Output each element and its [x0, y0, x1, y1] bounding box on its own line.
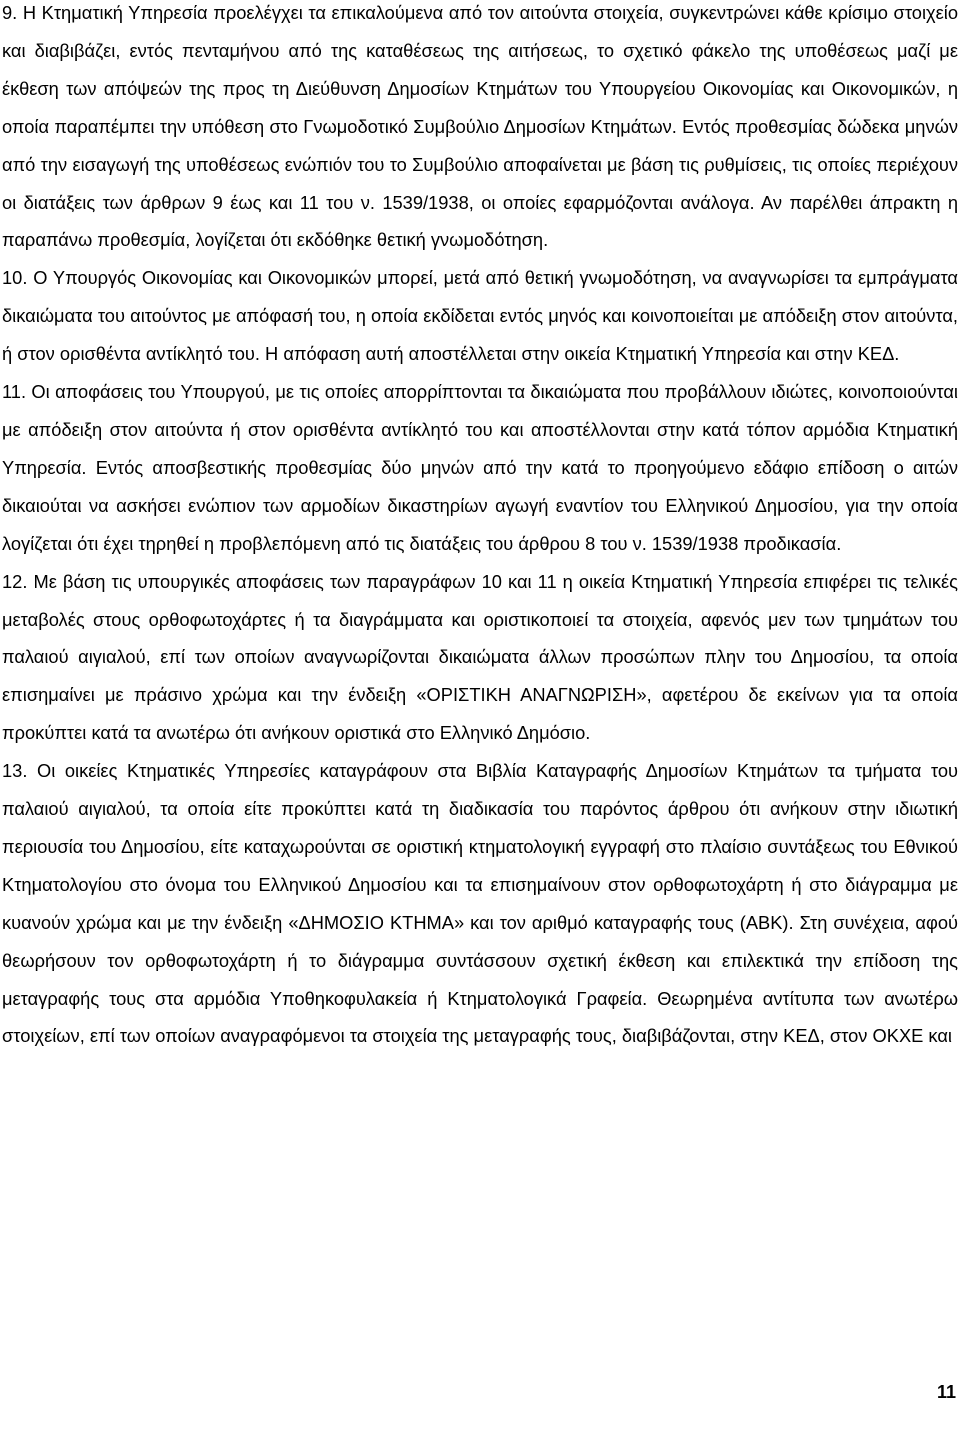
paragraph-10: 10. Ο Υπουργός Οικονομίας και Οικονομικών μπορεί, μετά από θετική γνωμοδότηση, να αναγνωρίσει τα εμπράγματα δικαιώματα του αιτούντος με απόφασή του, η οποία εκδίδεται εντός μηνός και κοινοποιείται με απόδειξη στον αιτούντα, ή στον ορισθέντα αντίκλητό του. Η απόφαση αυτή αποστέλλεται στην οικεία Κτηματική Υπηρεσία και στην ΚΕΔ.	[2, 267, 958, 365]
paragraph-11: 11. Οι αποφάσεις του Υπουργού, με τις οποίες απορρίπτονται τα δικαιώματα που προβάλλουν ιδιώτες, κοινοποιούνται με απόδειξη στον αιτούντα ή στον ορισθέντα αντίκλητό του και αποστέλλονται στην κατά τόπον αρμόδια Κτηματική Υπηρεσία. Εντός αποσβεστικής προθεσμίας δύο μηνών από την κατά το προηγούμενο εδάφιο επίδοση ο αιτών δικαιούται να ασκήσει ενώπιον των αρμοδίων δικαστηρίων αγωγή εναντίον του Ελληνικού Δημοσίου, για την οποία λογίζεται ότι έχει τηρηθεί η προβλεπόμενη από τις διατάξεις του άρθρου 8 του ν. 1539/1938 προδικασία.	[2, 381, 958, 554]
document-body	[2, 0, 958, 1055]
paragraph-9: 9. Η Κτηματική Υπηρεσία προελέγχει τα επικαλούμενα από τον αιτούντα στοιχεία, συγκεντρώνει κάθε κρίσιμο στοιχείο και διαβιβάζει, εντός πενταμήνου από της καταθέσεως της αιτήσεως, το σχετικό φάκελο της υποθέσεως μαζί με έκθεση των απόψεών της προς τη Διεύθυνση Δημοσίων Κτημάτων του Υπουργείου Οικονομίας και Οικονομικών, η οποία παραπέμπει την υπόθεση στο Γνωμοδοτικό Συμβούλιο Δημοσίων Κτημάτων. Εντός προθεσμίας δώδεκα μηνών από την εισαγωγή της υποθέσεως ενώπιόν του το Συμβούλιο αποφαίνεται με βάση τις ρυθμίσεις, τις οποίες περιέχουν οι διατάξεις των άρθρων 9 έως και 11 του ν. 1539/1938, οι οποίες εφαρμόζονται ανάλογα. Αν παρέλθει άπρακτη η παραπάνω προθεσμία, λογίζεται ότι εκδόθηκε θετική γνωμοδότηση.	[2, 2, 958, 251]
paragraph-12: 12. Με βάση τις υπουργικές αποφάσεις των παραγράφων 10 και 11 η οικεία Κτηματική Υπηρεσία επιφέρει τις τελικές μεταβολές στους ορθοφωτοχάρτες ή τα διαγράμματα και οριστικοποιεί τα στοιχεία, αφενός μεν των τμημάτων του παλαιού αιγιαλού, επί των οποίων αναγνωρίζονται δικαιώματα άλλων προσώπων πλην του Δημοσίου, τα οποία επισημαίνει με πράσινο χρώμα και την ένδειξη «ΟΡΙΣΤΙΚΗ ΑΝΑΓΝΩΡΙΣΗ», αφετέρου δε εκείνων για τα οποία προκύπτει κατά τα ανωτέρω ότι ανήκουν οριστικά στο Ελληνικό Δημόσιο.	[2, 570, 958, 744]
paragraph-13: 13. Οι οικείες Κτηματικές Υπηρεσίες καταγράφουν στα Βιβλία Καταγραφής Δημοσίων Κτημάτων τα τμήματα του παλαιού αιγιαλού, τα οποία είτε προκύπτει κατά τη διαδικασία του παρόντος άρθρου ότι ανήκουν στην ιδιωτική περιουσία του Δημοσίου, είτε καταχωρούνται σε οριστική κτηματολογική εγγραφή στο πλαίσιο συντάξεως του Εθνικού Κτηματολογίου στο όνομα του Ελληνικού Δημοσίου και τα επισημαίνουν στον ορθοφωτοχάρτη ή στο διάγραμμα με κυανούν χρώμα και με την ένδειξη «ΔΗΜΟΣΙΟ ΚΤΗΜΑ» και τον αριθμό καταγραφής τους (ΑΒΚ). Στη συνέχεια, αφού θεωρήσουν τον ορθοφωτοχάρτη ή το διάγραμμα συντάσσουν σχετική έκθεση και επιλεκτικά την επίδοση της μεταγραφής τους στα αρμόδια Υποθηκοφυλακεία ή Κτηματολογικά Γραφεία. Θεωρημένα αντίτυπα των ανωτέρω στοιχείων, επί των οποίων αναγραφόμενοι τα στοιχεία της μεταγραφής τους, διαβιβάζονται, στην ΚΕΔ, στον ΟΚΧΕ και	[2, 760, 958, 1047]
page-number: 11	[936, 1382, 956, 1402]
